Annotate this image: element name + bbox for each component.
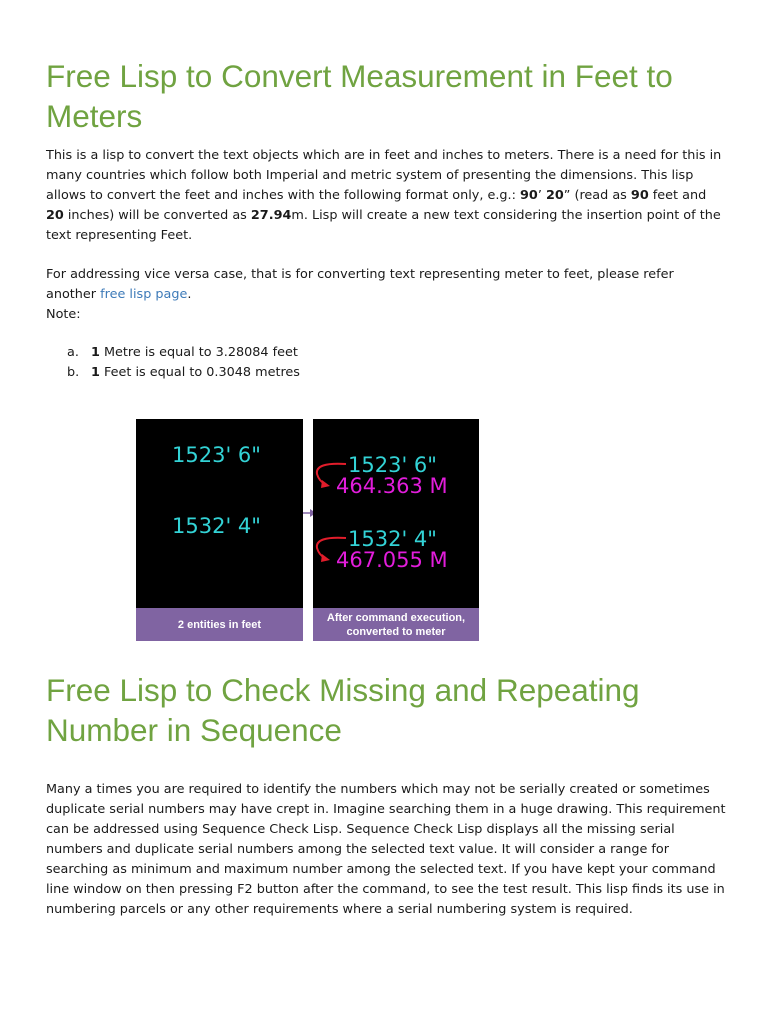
red-curved-arrows bbox=[313, 419, 479, 608]
after-caption: After command execution, converted to meter bbox=[313, 608, 479, 641]
list-item: a. 1 Metre is equal to 3.28084 feet bbox=[46, 343, 726, 363]
red-arrow-icon bbox=[317, 464, 346, 488]
before-caption: 2 entities in feet bbox=[136, 608, 303, 641]
free-lisp-page-link[interactable]: free lisp page bbox=[100, 287, 188, 302]
meter-value: 467.055 M bbox=[336, 548, 448, 572]
list-marker: b. bbox=[67, 365, 80, 380]
notes-list bbox=[46, 343, 726, 383]
section2-title: Free Lisp to Check Missing and Repeating Number in Sequence bbox=[46, 672, 640, 748]
section1-title: Free Lisp to Convert Measurement in Feet to Meters bbox=[46, 58, 673, 134]
before-panel bbox=[136, 419, 303, 641]
list-marker: a. bbox=[67, 345, 79, 360]
feet-value: 1523' 6" bbox=[348, 453, 437, 477]
conversion-figure bbox=[136, 419, 480, 641]
section2-paragraph-1: Many a times you are required to identify the numbers which may not be serially created or sometimes duplicate serial numbers may have crept in. Imagine searching them in a huge drawing. This requirement can be addressed using Sequence Check Lisp. Sequence Check Lisp displays all the missing serial numbers and duplicate serial numbers among the selected text value. It will consider a range for searching as minimum and maximum number among the selected text. If you have kept your command line window on then pressing F2 button after the command, to see the test result. This lisp finds its use in numbering parcels or any other requirements where a serial numbering system is required. bbox=[46, 782, 726, 917]
after-panel bbox=[313, 419, 479, 641]
red-arrow-icon bbox=[317, 538, 346, 562]
note-label: Note: bbox=[46, 307, 81, 322]
section1-paragraph-1: This is a lisp to convert the text objects which are in feet and inches to meters. There is a need for this in many countries which follow both Imperial and metric system of presenting the dimensions. This lisp allows to convert the feet and inches with the following format only, e.g.: 90’ 20” (read as 90 feet and 20 inches) will be converted as 27.94m. Lisp will create a new text considering the insertion point of the text representing Feet. bbox=[46, 148, 722, 243]
feet-value: 1523' 6" bbox=[172, 443, 261, 467]
feet-value: 1532' 4" bbox=[172, 514, 261, 538]
section1-paragraph-2: For addressing vice versa case, that is for converting text representing meter to feet, please refer another free lisp page. Note: bbox=[46, 267, 674, 322]
feet-value: 1532' 4" bbox=[348, 527, 437, 551]
list-item: b. 1 Feet is equal to 0.3048 metres bbox=[46, 363, 726, 383]
meter-value: 464.363 M bbox=[336, 474, 448, 498]
